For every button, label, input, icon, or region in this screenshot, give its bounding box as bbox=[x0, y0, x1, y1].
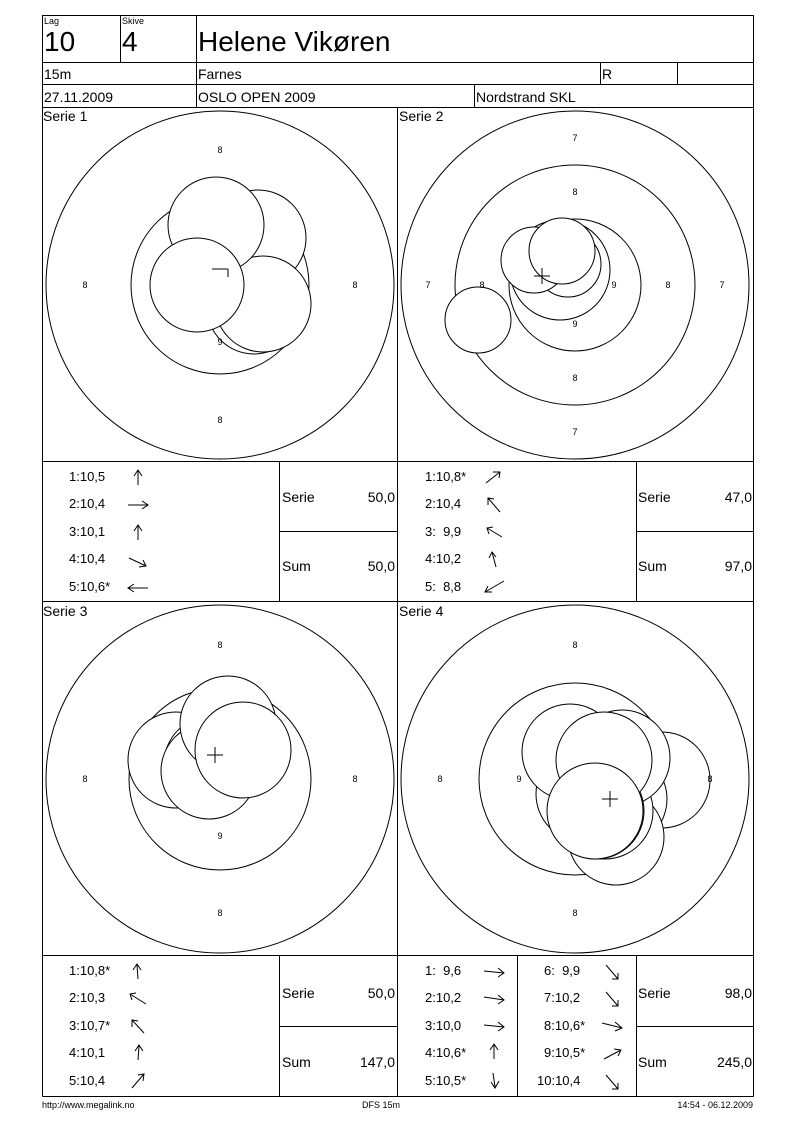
serie-label: Serie bbox=[282, 985, 315, 1001]
sum-value: 245,0 bbox=[716, 1054, 752, 1070]
shot-row bbox=[69, 468, 105, 486]
sum-value: 147,0 bbox=[359, 1054, 395, 1070]
shot-score: 3:10,1 bbox=[69, 524, 106, 539]
sum-value: 97,0 bbox=[724, 558, 752, 574]
ring-label: 8 bbox=[479, 280, 485, 290]
arrow-right-icon bbox=[484, 968, 504, 977]
arrow-down-right-icon bbox=[606, 992, 618, 1006]
arrow-up-icon bbox=[490, 1044, 498, 1059]
shot-row bbox=[69, 495, 105, 513]
lag-label: Lag bbox=[44, 16, 60, 26]
arrow-up-left-icon bbox=[130, 993, 146, 1004]
serie-4-arrows-right bbox=[598, 955, 638, 1095]
ring-label: 7 bbox=[719, 280, 725, 290]
class-code: R bbox=[602, 66, 613, 82]
target-serie-1 bbox=[42, 108, 397, 460]
arrow-down-right-icon bbox=[606, 1075, 618, 1089]
shot-row bbox=[425, 962, 461, 980]
ring-label: 8 bbox=[217, 640, 223, 650]
ring-label: 8 bbox=[437, 774, 443, 784]
sum-label: Sum bbox=[282, 1054, 311, 1070]
shot-score: 4:10,6* bbox=[425, 1045, 467, 1060]
skive-value: 4 bbox=[122, 26, 138, 57]
arrow-up-icon bbox=[133, 964, 141, 979]
arrow-down-right-icon bbox=[129, 558, 146, 567]
shot-row bbox=[425, 1017, 461, 1035]
ring-label: 7 bbox=[572, 133, 578, 143]
shot-row bbox=[544, 989, 580, 1007]
serie-3-title: Serie 3 bbox=[43, 603, 88, 619]
footer-program: DFS 15m bbox=[362, 1100, 401, 1110]
shot-row bbox=[69, 1072, 105, 1090]
shot-score: 2:10,4 bbox=[425, 496, 462, 511]
shot-row bbox=[544, 962, 580, 980]
shot-score: 2:10,3 bbox=[69, 990, 106, 1005]
ring-label: 8 bbox=[217, 908, 223, 918]
arrow-down-left-icon bbox=[485, 581, 504, 592]
serie-3-arrows bbox=[124, 955, 164, 1095]
shot-hole bbox=[445, 287, 511, 353]
serie-value: 47,0 bbox=[724, 489, 752, 505]
shot-row bbox=[69, 989, 105, 1007]
serie-value: 50,0 bbox=[367, 489, 395, 505]
serie-4-title: Serie 4 bbox=[399, 603, 444, 619]
ring-label: 8 bbox=[572, 373, 578, 383]
arrow-up-right-icon bbox=[132, 1074, 144, 1088]
shot-score: 4:10,1 bbox=[69, 1045, 106, 1060]
ring-label: 9 bbox=[572, 319, 578, 329]
arrow-up-left-icon bbox=[487, 527, 502, 537]
shot-row bbox=[425, 523, 461, 541]
club: Nordstrand SKL bbox=[476, 89, 576, 105]
ring-label: 8 bbox=[217, 145, 223, 155]
arrow-down-right-icon bbox=[606, 965, 618, 979]
shot-score: 6: 9,9 bbox=[544, 963, 581, 978]
serie-label: Serie bbox=[638, 985, 671, 1001]
shot-score: 4:10,4 bbox=[69, 551, 106, 566]
shot-score: 4:10,2 bbox=[425, 551, 462, 566]
ring-label: 9 bbox=[217, 831, 223, 841]
shot-score: 10:10,4 bbox=[537, 1073, 581, 1088]
shot-row bbox=[69, 962, 110, 980]
arrow-left-icon bbox=[128, 584, 148, 592]
shot-score: 1:10,8* bbox=[69, 963, 111, 978]
ring-label: 8 bbox=[665, 280, 671, 290]
shot-row bbox=[425, 550, 461, 568]
shot-row bbox=[544, 1044, 585, 1062]
arrow-right-icon bbox=[484, 995, 504, 1004]
arrow-right-icon bbox=[602, 1022, 622, 1031]
shot-score: 1:10,5 bbox=[69, 469, 106, 484]
serie-label: Serie bbox=[638, 489, 671, 505]
sum-label: Sum bbox=[282, 558, 311, 574]
team: Farnes bbox=[198, 66, 242, 82]
arrow-up-icon bbox=[134, 470, 142, 485]
ring-label: 7 bbox=[425, 280, 431, 290]
shot-score: 3:10,7* bbox=[69, 1018, 111, 1033]
ring-label: 9 bbox=[217, 337, 223, 347]
arrow-up-icon bbox=[134, 525, 142, 540]
event-name: OSLO OPEN 2009 bbox=[198, 89, 316, 105]
arrow-up-right-icon bbox=[604, 1049, 621, 1059]
shot-hole bbox=[529, 218, 595, 284]
shot-score: 5:10,6* bbox=[69, 579, 111, 594]
ring-label: 8 bbox=[352, 774, 358, 784]
sum-label: Sum bbox=[638, 1054, 667, 1070]
shot-score: 3:10,0 bbox=[425, 1018, 462, 1033]
shot-row bbox=[69, 1044, 105, 1062]
shot-score: 7:10,2 bbox=[544, 990, 581, 1005]
serie-1-arrows bbox=[124, 461, 164, 601]
shot-score: 1:10,8* bbox=[425, 469, 467, 484]
serie-2-arrows bbox=[480, 461, 520, 601]
ring-label: 8 bbox=[572, 908, 578, 918]
shot-score: 5:10,4 bbox=[69, 1073, 106, 1088]
arrow-right-icon bbox=[128, 501, 148, 509]
shooter-name: Helene Vikøren bbox=[198, 26, 391, 57]
shot-row bbox=[69, 550, 105, 568]
arrow-up-left-icon bbox=[488, 498, 500, 512]
shot-row bbox=[425, 989, 461, 1007]
serie-label: Serie bbox=[282, 489, 315, 505]
shot-row bbox=[69, 523, 105, 541]
shot-hole bbox=[195, 702, 291, 798]
shot-score: 8:10,6* bbox=[544, 1018, 586, 1033]
sum-value: 50,0 bbox=[367, 558, 395, 574]
shot-row bbox=[69, 578, 110, 596]
shot-row bbox=[425, 1044, 466, 1062]
shot-hole bbox=[547, 763, 643, 859]
ring-label: 8 bbox=[572, 187, 578, 197]
shot-score: 3: 9,9 bbox=[425, 524, 462, 539]
arrow-up-icon bbox=[135, 1045, 143, 1060]
footer-url[interactable]: http://www.megalink.no bbox=[42, 1100, 135, 1110]
ring-label: 9 bbox=[611, 280, 617, 290]
ring-label: 8 bbox=[707, 774, 713, 784]
shot-row bbox=[425, 578, 461, 596]
ring-label: 8 bbox=[352, 280, 358, 290]
arrow-down-icon bbox=[491, 1073, 499, 1088]
shot-score: 5: 8,8 bbox=[425, 579, 462, 594]
shot-row bbox=[544, 1017, 585, 1035]
shot-score: 1: 9,6 bbox=[425, 963, 462, 978]
ring-label: 8 bbox=[217, 415, 223, 425]
ring-label: 8 bbox=[82, 774, 88, 784]
footer-timestamp: 14:54 - 06.12.2009 bbox=[677, 1100, 753, 1110]
serie-value: 50,0 bbox=[367, 985, 395, 1001]
shot-row bbox=[425, 495, 461, 513]
serie-4-arrows-left bbox=[480, 955, 520, 1095]
target-serie-2 bbox=[398, 108, 753, 460]
shot-hole bbox=[150, 238, 244, 332]
lag-value: 10 bbox=[44, 26, 76, 57]
shot-score: 2:10,2 bbox=[425, 990, 462, 1005]
ring-label: 9 bbox=[516, 774, 522, 784]
serie-2-title: Serie 2 bbox=[399, 108, 444, 124]
serie-value: 98,0 bbox=[724, 985, 752, 1001]
arrow-up-left-icon bbox=[132, 1020, 144, 1033]
shot-row bbox=[69, 1017, 110, 1035]
shot-score: 2:10,4 bbox=[69, 496, 106, 511]
shot-score: 5:10,5* bbox=[425, 1073, 467, 1088]
sum-label: Sum bbox=[638, 558, 667, 574]
shot-row bbox=[537, 1072, 580, 1090]
skive-label: Skive bbox=[122, 16, 145, 26]
date: 27.11.2009 bbox=[44, 89, 114, 105]
ring-label: 7 bbox=[572, 427, 578, 437]
shot-score: 9:10,5* bbox=[544, 1045, 586, 1060]
arrow-right-icon bbox=[484, 1022, 504, 1031]
target-serie-4 bbox=[398, 603, 753, 955]
ring-label: 8 bbox=[572, 640, 578, 650]
ring-label: 8 bbox=[82, 280, 88, 290]
arrow-up-icon bbox=[489, 552, 496, 567]
serie-1-title: Serie 1 bbox=[43, 108, 88, 124]
shot-row bbox=[425, 1072, 466, 1090]
target-serie-3 bbox=[42, 603, 397, 955]
shot-row bbox=[425, 468, 466, 486]
arrow-up-right-icon bbox=[486, 472, 500, 483]
distance: 15m bbox=[44, 66, 72, 82]
